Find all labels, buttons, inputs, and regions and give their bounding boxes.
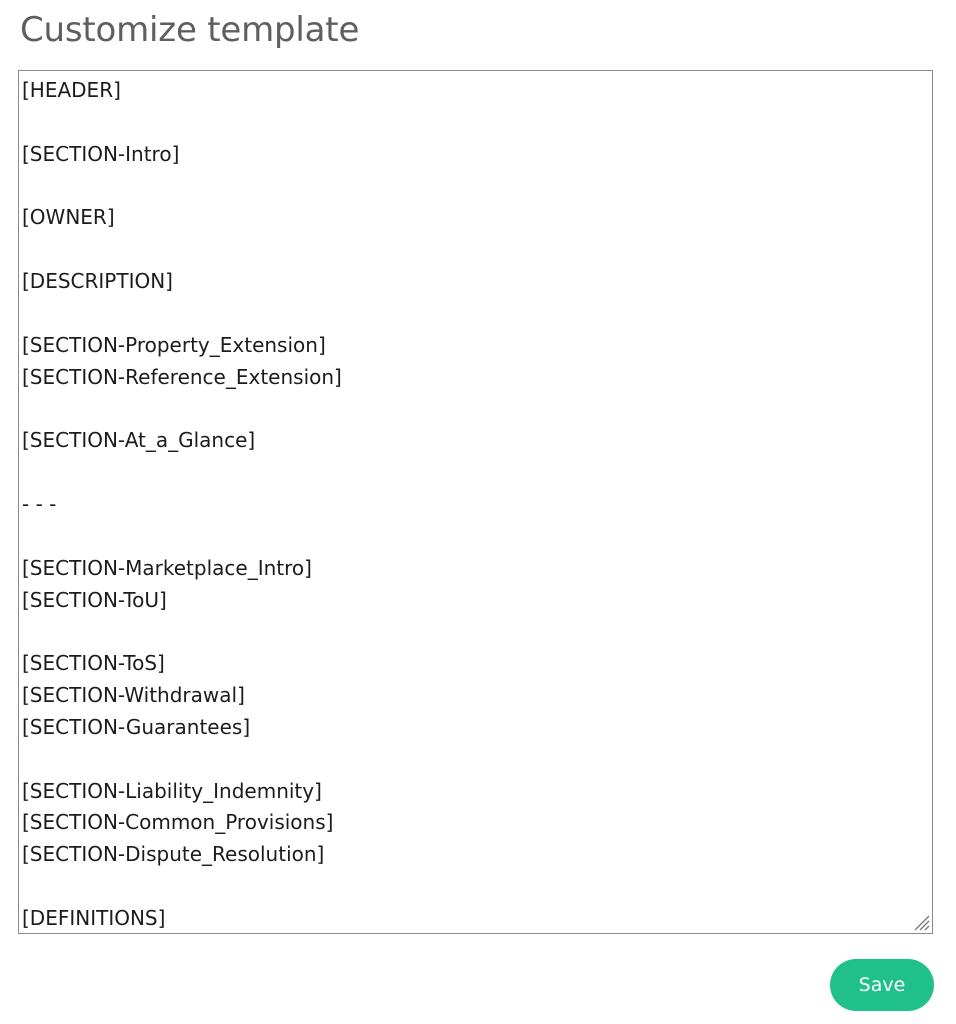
page-title: Customize template <box>20 10 360 50</box>
resize-grip-icon[interactable] <box>912 913 930 931</box>
save-button[interactable]: Save <box>830 959 934 1011</box>
template-content[interactable]: [HEADER] [SECTION-Intro] [OWNER] [DESCRIPTION] [SECTION-Property_Extension] [SECTION-Reference_Extension] [SECTION-At_a_Glance] - - - [SECTION-Marketplace_Intro] [SECTION-ToU] [SECTION-ToS] [SECTION-Withdrawal] [SECTION-Guarantees] [SECTION-Liability_Indemnity] [SECTION-Common_Provisions] [SECTION-Dispute_Resolution] [DEFINITIONS] <box>22 78 342 930</box>
template-editor[interactable] <box>18 70 933 934</box>
